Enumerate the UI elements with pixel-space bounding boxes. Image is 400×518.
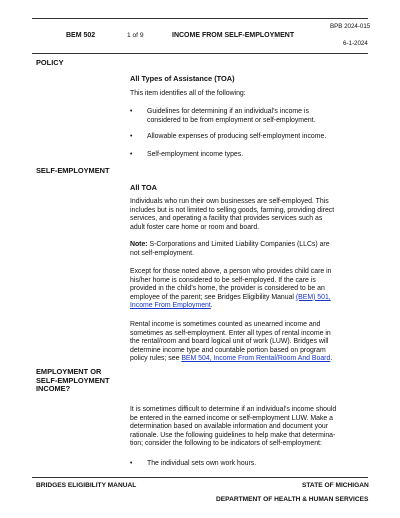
footer-rule [32,477,368,478]
page-number: 1 of 9 [127,32,144,39]
note-label: Note: [130,241,148,248]
bullet-text-line: considered to be from employment or self-employment. [147,116,316,124]
bullet-text-line: Guidelines for determining if an individual’s income is [147,108,309,115]
footer-department: DEPARTMENT OF HEALTH & HUMAN SERVICES [216,496,369,503]
employment-or-self-employment-paragraph: It is sometimes difficult to determine if an individual’s income should be entered in the earned income or self-employment LUW. Make a determination based on available information and document your rationale. Use the following guidelines to help make that determina- tion; consider the following to be indicators of self-employment: [130,406,337,448]
section-heading-self-employment: SELF-EMPLOYMENT [36,166,110,175]
bullet-icon: • [130,460,133,467]
self-employment-subheading: All TOA [130,183,157,192]
bem-501-link[interactable]: (BEM) 501, [295,293,331,301]
document-title: INCOME FROM SELF-EMPLOYMENT [172,32,295,39]
footer-manual-name: BRIDGES ELIGIBILITY MANUAL [36,482,137,489]
bullet-text: Self-employment income types. [147,151,244,158]
bullet-icon: • [130,108,133,115]
income-from-employment-link[interactable]: Income From Employment [130,302,211,310]
bem-504-link[interactable]: BEM 504, Income From Rental/Room And Board [181,355,331,363]
self-employment-paragraph-4: Rental income is sometimes counted as unearned income and sometimes as self-employment. Enter all types of rental income in the rental/room and board logical unit of work (LUW). Bridges will determine income type and countable portion based on program policy rules; see BEM 504, Income From Rental/Room And Board. [130,321,333,363]
effective-date: 6-1-2024 [343,40,368,47]
bullet-icon: • [130,151,133,158]
document-id: BEM 502 [66,32,96,39]
section-heading-employment-or-self-employment: EMPLOYMENT OR SELF-EMPLOYMENT INCOME? [36,367,110,393]
bullet-text: Allowable expenses of producing self-employment income. [147,133,327,140]
self-employment-paragraph-1: Individuals who run their own businesses are self-employed. This includes but is not limited to selling goods, farming, providing direct services, and operating a facility that provides services such as adult foster care home or room and board. [130,198,335,231]
bullet-icon: • [130,133,133,140]
bullet-text: The individual sets own work hours. [147,460,257,467]
self-employment-paragraph-3: Except for those noted above, a person who provides child care in his/her home is considered to be self-employed. If the care is provided in the child’s home, the provider is considered to be an employee of the parent; see Bridges Eligibility Manual (BEM) 501, Income From Employment. [130,268,332,310]
bulletin-number: BPB 2024-015 [330,23,371,30]
policy-subheading: All Types of Assistance (TOA) [130,74,235,83]
header-top-rule [32,18,368,19]
policy-intro: This item identifies all of the following: [130,90,246,97]
header-bottom-rule [32,53,368,54]
section-heading-policy: POLICY [36,58,64,67]
self-employment-note: Note: S-Corporations and Limited Liability Companies (LLCs) are not self-employment. [130,241,330,257]
footer-state: STATE OF MICHIGAN [302,482,369,489]
